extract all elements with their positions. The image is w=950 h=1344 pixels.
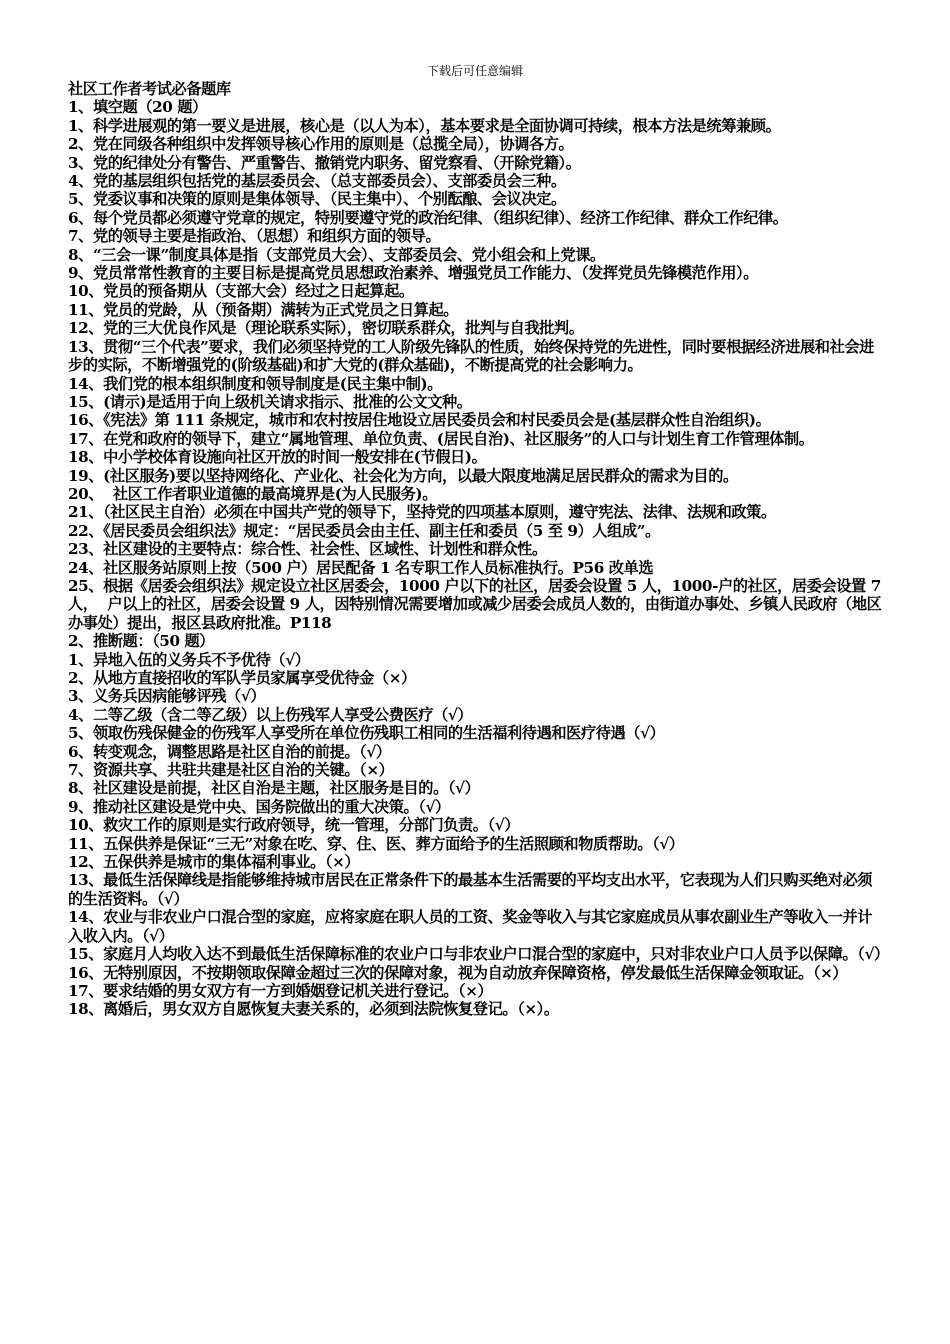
fill-in-question: 23、社区建设的主要特点：综合性、社会性、区域性、计划性和群众性。 (68, 540, 547, 559)
judgement-question: 5、领取伤残保健金的伤残军人享受所在单位伤残职工相同的生活福利待遇和医疗待遇（√） (68, 724, 665, 743)
fill-in-question-list (68, 117, 886, 632)
judgement-question-list (68, 650, 889, 1019)
fill-in-question: 6、每个党员都必须遵守党章的规定，特别要遵守党的政治纪律、（组织纪律）、经济工作纪律、群众工作纪律。 (68, 208, 788, 227)
judgement-question: 2、从地方直接招收的军队学员家属享受优待金（×） (68, 669, 416, 687)
fill-in-question: 22、《居民委员会组织法》规定：“居民委员会由主任、副主任和委员（5 至 9）人组成”。 (68, 521, 660, 540)
fill-in-question: 3、党的纪律处分有警告、严重警告、撤销党内职务、留党察看、（开除党籍）。 (68, 153, 581, 172)
judgement-question: 7、资源共享、共驻共建是社区自治的关键。（×） (68, 761, 394, 780)
fill-in-question: 2、党在同级各种组织中发挥领导核心作用的原则是（总揽全局），协调各方。 (68, 135, 574, 154)
judgement-question: 14、农业与非农业户口混合型的家庭，应将家庭在职人员的工资、奖金等收入与其它家庭成员从事农副业生产等收入一并计入收入内。（√） (68, 908, 873, 945)
fill-in-question: 10、党员的预备期从（支部大会）经过之日起算起。 (68, 282, 414, 301)
fill-in-question: 20、 社区工作者职业道德的最高境界是(为人民服务)。 (68, 484, 438, 503)
fill-in-question: 1、科学进展观的第一要义是进展，核心是（以人为本），基本要求是全面协调可持续，根本方法是统筹兼顾。 (68, 116, 781, 135)
fill-in-question: 24、社区服务站原则上按（500 户）居民配备 1 名专职工作人员标准执行。P56 改单选 (68, 558, 654, 577)
judgement-question: 16、无特别原因，不按期领取保障金超过三次的保障对象，视为自动放弃保障资格，停发最低生活保障金领取证。（×） (68, 963, 848, 982)
fill-in-question: 16、《宪法》第 111 条规定，城市和农村按居住地设立居民委员会和村民委员会是(基层群众性自治组织)。 (68, 411, 771, 430)
judgement-question: 10、救灾工作的原则是实行政府领导，统一管理，分部门负责。（√） (68, 816, 520, 835)
fill-in-question: 19、(社区服务)要以坚持网络化、产业化、社会化为方向，以最大限度地满足居民群众的需求为目的。 (68, 466, 738, 485)
section-heading-fill-in: 1、填空题（20 题） (68, 98, 207, 117)
fill-in-question: 8、“三会一课”制度具体是指（支部党员大会）、支部委员会、党小组会和上党课。 (68, 245, 605, 264)
judgement-question: 18、离婚后，男女双方自愿恢复夫妻关系的，必须到法院恢复登记。（×）。 (68, 1000, 559, 1019)
fill-in-question: 12、党的三大优良作风是（理论联系实际），密切联系群众，批判与自我批判。 (68, 319, 584, 338)
fill-in-question: 11、党员的党龄，从（预备期）满转为正式党员之日算起。 (68, 300, 459, 319)
fill-in-question: 21、（社区民主自治）必须在中国共产党的领导下，坚持党的四项基本原则，遵守宪法、法律、法规和政策。 (68, 503, 776, 522)
judgement-question: 8、社区建设是前提，社区自治是主题，社区服务是目的。（√） (68, 779, 480, 798)
judgement-question: 6、转变观念，调整思路是社区自治的前提。（√） (68, 742, 391, 761)
section-heading-judgement: 2、推断题：（50 题） (68, 632, 215, 651)
judgement-question: 3、义务兵因病能够评残（√） (68, 687, 266, 706)
judgement-question: 15、家庭月人均收入达不到最低生活保障标准的农业户口与非农业户口混合型的家庭中，只对非农业户口人员予以保障。（√） (68, 945, 889, 964)
judgement-question: 1、异地入伍的义务兵不予优待（√） (68, 650, 310, 669)
judgement-question: 11、五保供养是保证“三无”对象在吃、穿、住、医、葬方面给予的生活照顾和物质帮助。（√） (68, 834, 684, 853)
fill-in-question: 9、党员常常性教育的主要目标是提高党员思想政治素养、增强党员工作能力、（发挥党员先锋模范作用）。 (68, 264, 758, 283)
page-header-note: 下载后可任意编辑 (426, 64, 523, 78)
judgement-question: 13、最低生活保障线是指能够维持城市居民在正常条件下的最基本生活需要的平均支出水平，它表现为人们只购买绝对必须的生活资料。（√） (68, 871, 873, 908)
judgement-question: 9、推动社区建设是党中央、国务院做出的重大决策。（√） (68, 797, 450, 816)
fill-in-question: 13、贯彻“三个代表”要求，我们必须坚持党的工人阶级先锋队的性质，始终保持党的先进性，同时要根据经济进展和社会进步的实际，不断增强党的(阶级基础)和扩大党的(群众基础)，不断提高党的社会影响力。 (68, 337, 874, 375)
judgement-question: 12、五保供养是城市的集体福利事业。（×） (68, 853, 360, 872)
fill-in-question: 25、根据《居委会组织法》规定设立社区居委会，1000 户以下的社区，居委会设置 5 人，1000-户的社区，居委会设置 7 人， 户以上的社区，居委会设置 9 人，因特别情况需要增加或减少居委会成员人数的，由街道办事处、乡镇人民政府（地区办事处）提出，报区县政府批准。P118 (68, 576, 886, 632)
fill-in-question: 7、党的领导主要是指政治、（思想）和组织方面的领导。 (68, 227, 441, 246)
fill-in-question: 4、党的基层组织包括党的基层委员会、（总支部委员会）、支部委员会三种。 (68, 172, 566, 191)
fill-in-question: 14、我们党的根本组织制度和领导制度是(民主集中制)。 (68, 374, 443, 393)
fill-in-question: 18、中小学校体育设施向社区开放的时间一般安排在(节假日)。 (68, 448, 487, 467)
fill-in-question: 17、在党和政府的领导下，建立“属地管理、单位负责、(居民自治)、社区服务”的人口与计划生育工作管理体制。 (68, 429, 814, 448)
fill-in-question: 5、党委议事和决策的原则是集体领导、（民主集中）、个别酝酿、会议决定。 (68, 190, 566, 209)
fill-in-question: 15、(请示)是适用于向上级机关请求指示、批准的公文文种。 (68, 392, 472, 411)
judgement-question: 17、要求结婚的男女双方有一方到婚姻登记机关进行登记。（×） (68, 981, 493, 1000)
document-title: 社区工作者考试必备题库 (68, 80, 231, 98)
document-body (68, 80, 889, 1019)
judgement-question: 4、二等乙级（含二等乙级）以上伤残军人享受公费医疗（√） (68, 705, 473, 724)
